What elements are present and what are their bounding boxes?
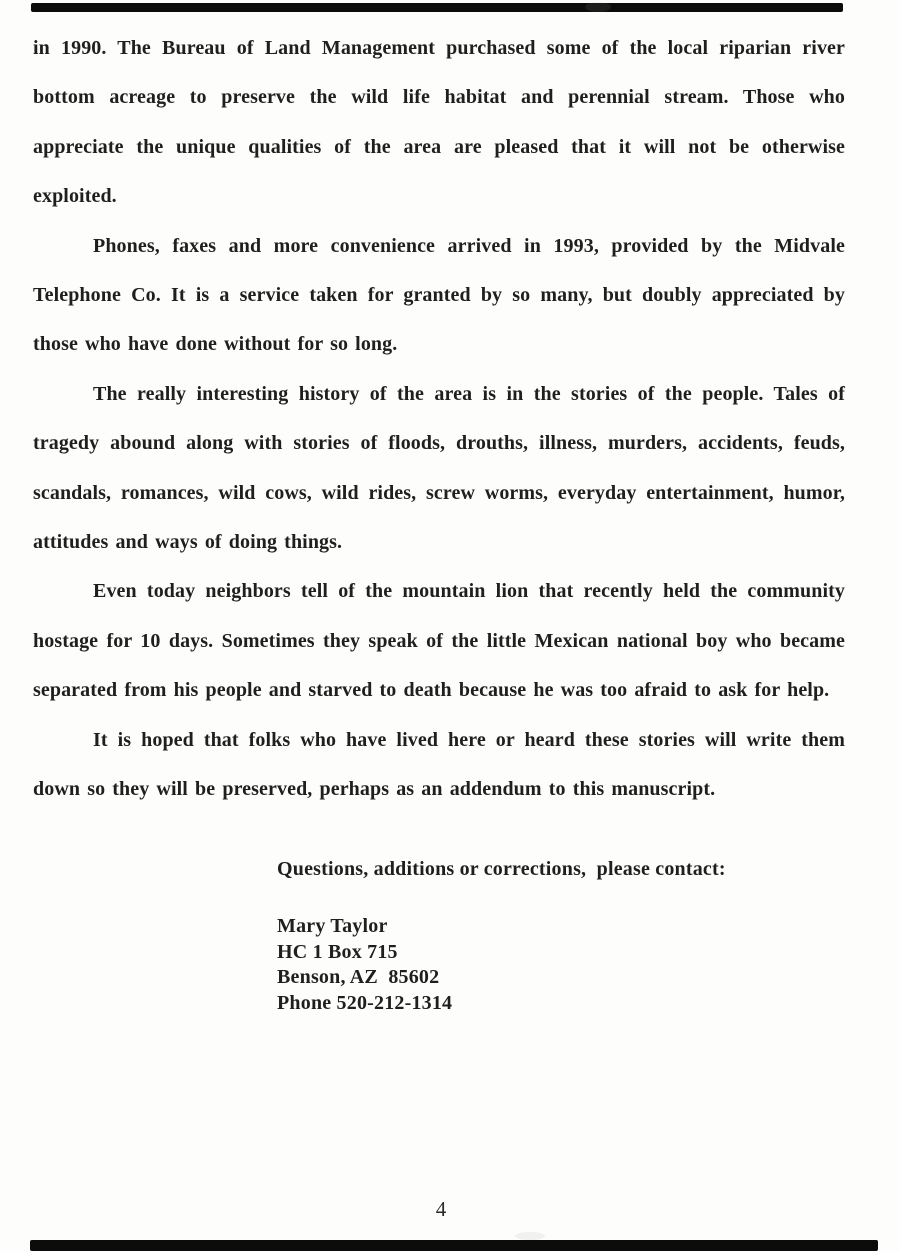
manuscript-body [33, 24, 845, 815]
contact-name: Mary Taylor [277, 915, 388, 937]
contact-phone: Phone 520-212-1314 [277, 991, 453, 1014]
contact-city-state-zip: Benson, AZ 85602 [277, 966, 440, 988]
body-paragraph-4: Even today neighbors tell of the mountain lion that recently held the community hostage for 10 days. Sometimes they speak of the little Mexican national boy who became separated from his people and starved to death because he was too afraid to ask for help. [33, 580, 845, 702]
contact-section [277, 856, 726, 1016]
scan-smudge [585, 2, 611, 12]
contact-address-block [277, 914, 726, 1016]
page-number: 4 [435, 1197, 447, 1221]
contact-heading: Questions, additions or corrections, please contact: [277, 858, 726, 880]
body-paragraph-1: in 1990. The Bureau of Land Management purchased some of the local riparian river bottom acreage to preserve the wild life habitat and perennial stream. Those who appreciate the unique qualities of the area are pleased that it will not be otherwise exploited. [33, 37, 845, 208]
scan-artifact-top-bar [31, 3, 843, 12]
body-paragraph-2: Phones, faxes and more convenience arrived in 1993, provided by the Midvale Telephone Co. It is a service taken for granted by so many, but doubly appreciated by those who have done without for so long. [33, 234, 845, 356]
body-paragraph-5: It is hoped that folks who have lived here or heard these stories will write them down so they will be preserved, perhaps as an addendum to this manuscript. [33, 728, 845, 801]
scan-artifact-bottom-bar [30, 1240, 878, 1251]
contact-po-box: HC 1 Box 715 [277, 940, 398, 963]
body-paragraph-3: The really interesting history of the area is in the stories of the people. Tales of tragedy abound along with stories of floods, drouths, illness, murders, accidents, feuds, scandals, romances, wild cows, wild rides, screw worms, everyday entertainment, humor, attitudes and ways of doing things. [33, 382, 845, 554]
scan-smudge [515, 1232, 545, 1240]
